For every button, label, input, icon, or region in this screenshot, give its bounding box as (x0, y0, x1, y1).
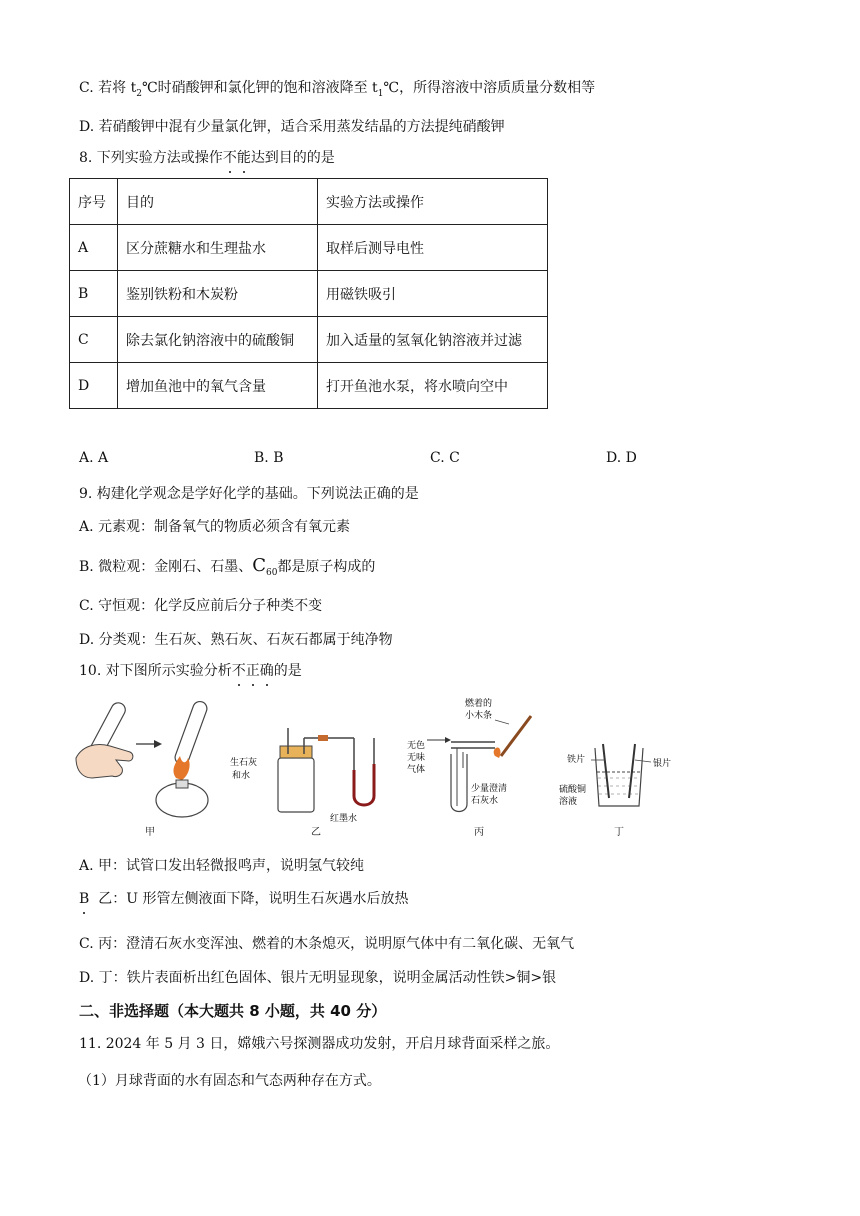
bing-label-5: 气体 (407, 765, 426, 775)
q9-stem: 9. 构建化学观念是学好化学的基础。下列说法正确的是 (79, 486, 419, 502)
q8-option-a[interactable]: A. A (79, 450, 109, 466)
table-cell: 除去氯化钠溶液中的硫酸铜 (118, 317, 318, 363)
caption-ding: 丁 (614, 827, 624, 838)
caption-bing: 丙 (474, 827, 484, 838)
header-cell: 序号 (70, 179, 118, 225)
table-cell: 区分蔗糖水和生理盐水 (118, 225, 318, 271)
bing-label-4: 无味 (407, 753, 426, 763)
ding-label-1: 铁片 (567, 755, 586, 765)
table-cell: 取样后测导电性 (318, 225, 548, 271)
bing-label-1: 燃着的 (465, 699, 493, 709)
table-row (70, 363, 548, 409)
q9-option-d[interactable]: D. 分类观：生石灰、熟石灰、石灰石都属于纯净物 (79, 632, 393, 648)
q8-option-c[interactable]: C. C (430, 450, 460, 466)
figure-yi-flask-u-tube (230, 698, 390, 823)
bing-label-6: 少量澄清 (471, 784, 508, 794)
figure-bing-gas-test (405, 698, 545, 823)
table-cell: A (70, 225, 118, 271)
q10-option-b[interactable]: B 乙：U 形管左侧液面下降，说明生石灰遇水后放热 (79, 891, 409, 907)
table-cell: 加入适量的氢氧化钠溶液并过滤 (318, 317, 548, 363)
q10-stem: 10. 对下图所示实验分析不正确的是 (79, 663, 302, 679)
bing-label-7: 石灰水 (471, 796, 499, 806)
table-cell: 增加鱼池中的氧气含量 (118, 363, 318, 409)
section-title: 二、非选择题（本大题共 8 小题，共 40 分） (79, 1002, 387, 1020)
header-cell: 目的 (118, 179, 318, 225)
figure-ding-metal-beaker (555, 698, 685, 823)
q11-sub1: （1）月球背面的水有固态和气态两种存在方式。 (78, 1073, 381, 1089)
q8-stem: 8. 下列实验方法或操作不能达到目的的是 (79, 150, 335, 166)
q11-stem: 11. 2024 年 5 月 3 日，嫦娥六号探测器成功发射，开启月球背面采样之旅。 (79, 1036, 560, 1052)
table-cell: C (70, 317, 118, 363)
yi-label-3: 红墨水 (330, 814, 358, 823)
bing-label-2: 小木条 (465, 711, 493, 721)
table-cell: 用磁铁吸引 (318, 271, 548, 317)
table-row (70, 317, 548, 363)
q7-option-c: C. 若将 $t_2℃$时硝酸钾和氯化钾的饱和溶液降至 $t_1℃$，所得溶液中溶质质量分数相等 (79, 80, 596, 99)
q10-option-c[interactable]: C. 丙：澄清石灰水变浑浊、燃着的木条熄灭，说明原气体中有二氧化碳、无氧气 (79, 936, 575, 952)
table-cell: 打开鱼池水泵，将水喷向空中 (318, 363, 548, 409)
q8-option-b[interactable]: B. B (254, 450, 284, 466)
q8-table (69, 178, 548, 409)
table-cell: B (70, 271, 118, 317)
table-cell: D (70, 363, 118, 409)
q9-option-a[interactable]: A. 元素观：制备氧气的物质必须含有氧元素 (79, 519, 351, 535)
q10-option-d[interactable]: D. 丁：铁片表面析出红色固体、银片无明显现象，说明金属活动性铁>铜>银 (79, 970, 557, 986)
caption-jia: 甲 (145, 827, 155, 838)
table-row (70, 225, 548, 271)
q7-option-d: D. 若硝酸钾中混有少量氯化钾，适合采用蒸发结晶的方法提纯硝酸钾 (79, 119, 505, 135)
ding-label-3: 硫酸铜 (559, 785, 587, 795)
q9-option-c[interactable]: C. 守恒观：化学反应前后分子种类不变 (79, 598, 323, 614)
bing-label-3: 无色 (407, 741, 426, 751)
table-header-row (70, 179, 548, 225)
ding-label-2: 银片 (653, 759, 672, 769)
yi-label-2: 和水 (232, 771, 251, 781)
figure-jia-hand-test-tube (72, 698, 217, 823)
table-cell: 鉴别铁粉和木炭粉 (118, 271, 318, 317)
yi-label-1: 生石灰 (230, 758, 258, 768)
q9-option-b[interactable]: B. 微粒观：金刚石、石墨、$C_{60}$都是原子构成的 (79, 555, 376, 578)
ding-label-4: 溶液 (559, 797, 578, 807)
header-cell: 实验方法或操作 (318, 179, 548, 225)
caption-yi: 乙 (311, 827, 321, 838)
q8-option-d[interactable]: D. D (606, 450, 637, 466)
table-row (70, 271, 548, 317)
q10-option-a[interactable]: A. 甲：试管口发出轻微报鸣声，说明氢气较纯 (79, 858, 365, 874)
